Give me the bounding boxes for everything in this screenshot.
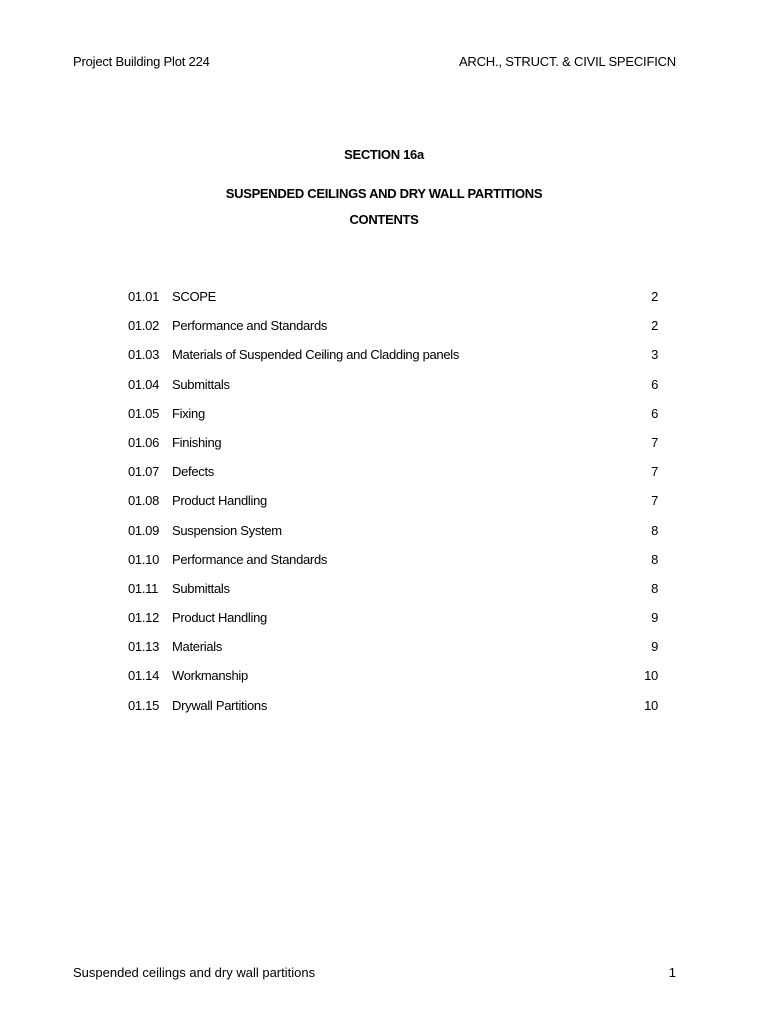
toc-entry-title: Performance and Standards [172,551,328,567]
toc-entry-title: Product Handling [172,610,267,626]
toc-entry-title: Suspension System [172,522,282,538]
toc-entry-page: 2 [651,318,658,334]
toc-entry-number: 01.13 [128,639,160,655]
contents-heading: CONTENTS [349,212,419,227]
toc-entry-number: 01.05 [128,405,160,421]
toc-row [128,435,658,464]
toc-row [128,581,658,610]
toc-entry-title: Performance and Standards [172,318,328,334]
footer-page-number: 1 [668,965,676,980]
section-label: SECTION 16a [344,147,424,162]
toc-entry-title: Submittals [172,580,230,596]
toc-entry-number: 01.04 [128,376,160,392]
toc-entry-number: 01.02 [128,318,160,334]
toc-entry-title: Materials of Suspended Ceiling and Cladding panels [172,347,460,363]
footer-title: Suspended ceilings and dry wall partitions [73,965,316,980]
toc-entry-page: 8 [651,522,658,538]
toc-entry-number: 01.08 [128,493,160,509]
toc-entry-number: 01.01 [128,289,160,304]
toc-entry-title: Product Handling [172,493,267,509]
toc-entry-title: Defects [172,464,214,480]
toc-row [128,552,658,581]
toc-entry-title: Drywall Partitions [172,697,268,713]
toc-entry-title: Finishing [172,434,222,450]
toc-entry-number: 01.06 [128,434,160,450]
toc-row [128,493,658,522]
header-spec-title: ARCH., STRUCT. & CIVIL SPECIFICN [458,54,676,69]
toc-entry-title: Fixing [172,405,205,421]
toc-row [128,377,658,406]
toc-entry-page: 3 [651,347,658,363]
toc-row [128,318,658,347]
toc-row [128,523,658,552]
document-title: SUSPENDED CEILINGS AND DRY WALL PARTITIONS [225,186,543,201]
toc-row [128,668,658,697]
toc-row [128,610,658,639]
toc-row [128,639,658,668]
toc-entry-number: 01.12 [128,610,160,626]
toc-entry-number: 01.03 [128,347,160,363]
toc-entry-number: 01.10 [128,551,160,567]
toc-entry-page: 7 [651,434,658,450]
header-project-name: Project Building Plot 224 [73,54,210,69]
toc-entry-title: Workmanship [172,668,248,684]
toc-entry-number: 01.15 [128,697,160,713]
toc-entry-page: 10 [644,668,658,684]
toc-entry-page: 9 [651,639,658,655]
toc-entry-number: 01.14 [128,668,160,684]
toc-entry-title: SCOPE [172,289,217,304]
toc-row [128,464,658,493]
toc-entry-page: 8 [651,551,658,567]
toc-row [128,698,658,727]
toc-entry-page: 9 [651,610,658,626]
toc-row [128,406,658,435]
toc-entry-title: Submittals [172,376,230,392]
toc-entry-page: 6 [651,376,658,392]
toc-entry-page: 10 [644,697,658,713]
toc-row [128,289,658,318]
toc-row [128,347,658,376]
toc-entry-page: 6 [651,405,658,421]
toc-entry-title: Materials [172,639,223,655]
toc-entry-number: 01.07 [128,464,160,480]
toc-entry-number: 01.11 [128,580,159,596]
toc-entry-page: 7 [651,493,658,509]
toc-entry-page: 2 [651,289,658,304]
toc-entry-page: 7 [651,464,658,480]
toc-entry-page: 8 [651,580,658,596]
table-of-contents [128,289,658,727]
toc-entry-number: 01.09 [128,522,160,538]
